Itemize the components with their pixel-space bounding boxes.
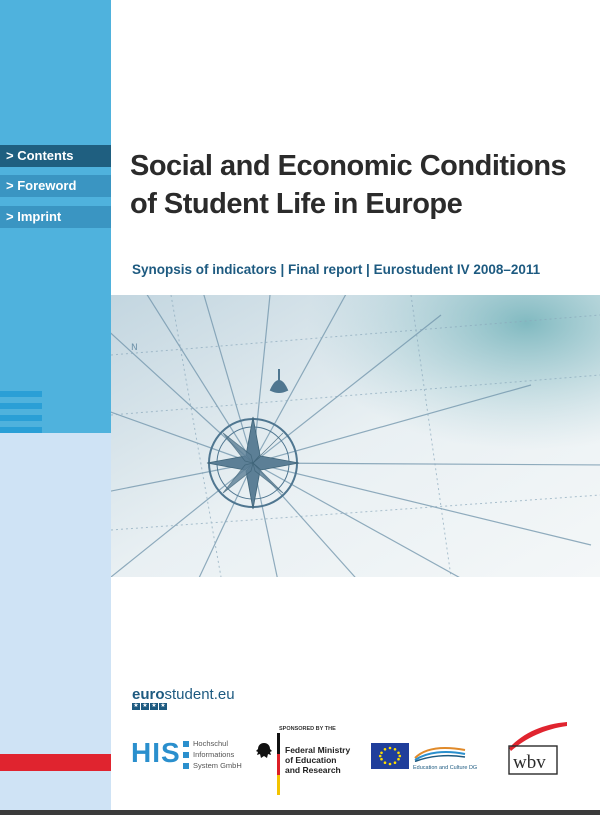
eu-caption: Education and Culture DG xyxy=(413,765,478,771)
nav-foreword-link[interactable]: > Foreword xyxy=(0,175,111,197)
report-subtitle: Synopsis of indicators | Final report | Eurostudent IV 2008–2011 xyxy=(132,262,541,277)
his-logo-text xyxy=(183,738,242,771)
bmbf-logo-text xyxy=(285,745,350,775)
decorative-stripe xyxy=(0,415,42,421)
nav-imprint-link[interactable]: > Imprint xyxy=(0,206,111,228)
decorative-stripe xyxy=(0,427,42,433)
wbv-logo-text: wbv xyxy=(513,752,546,773)
education-culture-swoosh-icon xyxy=(413,744,467,762)
nav-contents-link[interactable]: > Contents xyxy=(0,145,111,167)
compass-rose-image xyxy=(111,295,600,577)
red-accent-bar xyxy=(0,754,111,771)
eurostudent-logo-rest: student.eu xyxy=(164,686,235,703)
sponsored-by-label: SPONSORED BY THE xyxy=(279,726,336,732)
eurostudent-logo-bold: euro xyxy=(132,686,165,703)
decorative-stripe xyxy=(0,403,42,409)
bottom-border xyxy=(0,810,600,815)
report-title xyxy=(130,147,590,223)
bmbf-line-3: and Research xyxy=(285,765,341,775)
wbv-logo xyxy=(499,718,569,778)
his-line-1: Hochschul xyxy=(183,738,242,749)
federal-eagle-icon xyxy=(255,741,273,763)
his-line-3: System GmbH xyxy=(183,760,242,771)
svg-text:N: N xyxy=(131,343,138,353)
his-line-2: Informations xyxy=(183,749,242,760)
his-logo: HIS xyxy=(131,737,181,768)
eu-flag-icon xyxy=(371,743,409,769)
eurostudent-logo[interactable] xyxy=(132,686,235,703)
eurostudent-stars-icon: ★ ★ ★ ★ xyxy=(133,703,166,709)
title-line-1: Social and Economic Conditions xyxy=(130,150,567,182)
german-flag-strip xyxy=(277,733,280,795)
bmbf-line-2: of Education xyxy=(285,755,337,765)
title-line-2: of Student Life in Europe xyxy=(130,188,463,220)
bmbf-line-1: Federal Ministry xyxy=(285,745,351,755)
decorative-stripe xyxy=(0,391,42,397)
